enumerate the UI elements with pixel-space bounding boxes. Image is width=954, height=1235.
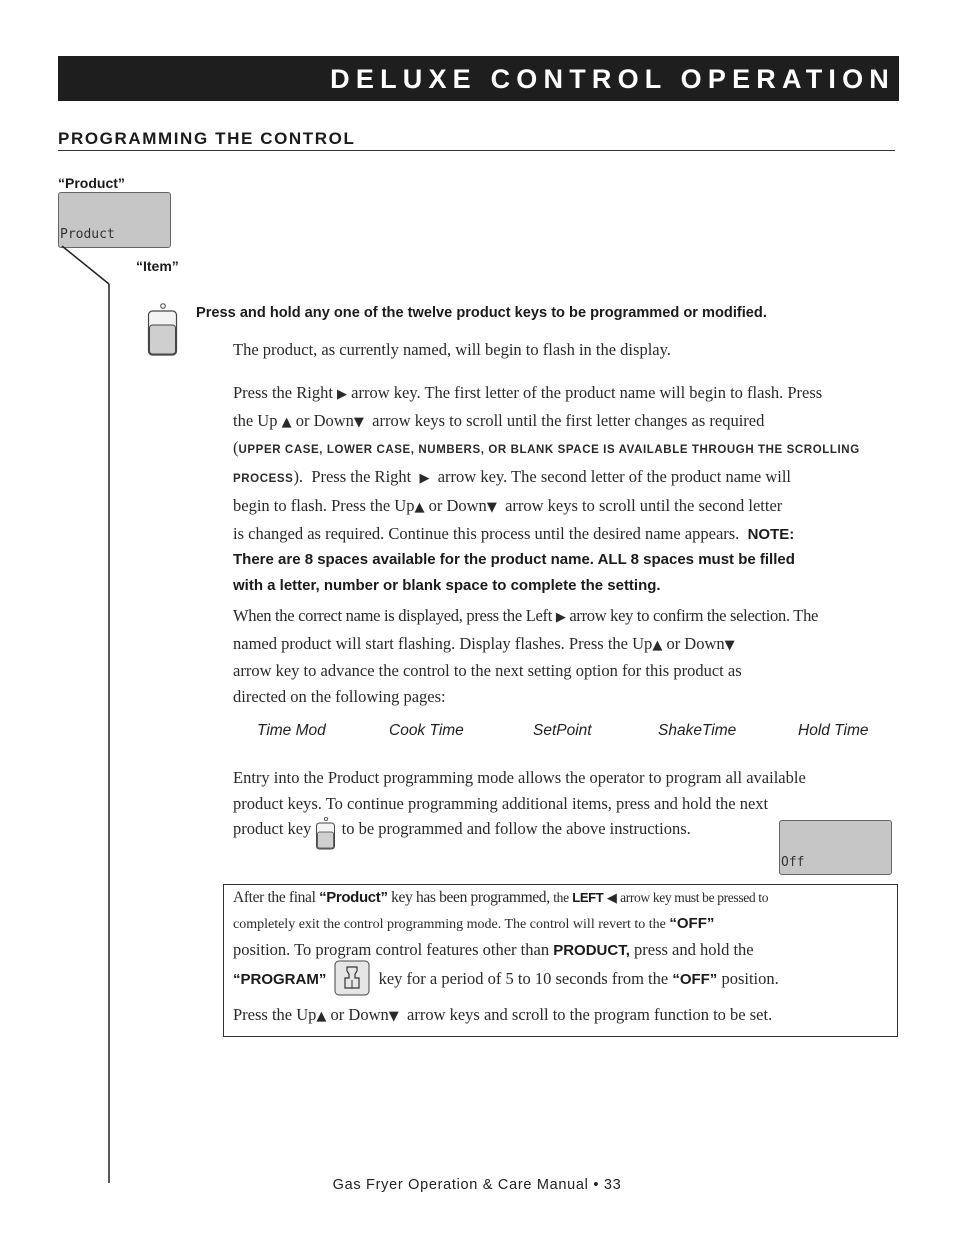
down-arrow-icon: ▼ (724, 637, 735, 653)
down-arrow-icon: ▼ (486, 499, 497, 515)
off-display-text: Off (781, 855, 805, 870)
paragraph-confirm-name: When the correct name is displayed, press the Left ▶ arrow key to confirm the selection. The named product will start flashing. Display flashes. Press the Up▲ or Down▼ arrow key to advance the control to the next setting option for this product as directed on the following pages: (233, 606, 819, 707)
paragraph-name-entry: Press the Right ▶ arrow key. The first letter of the product name will begin to flash. Press the Up ▲ or Down▼ arrow keys to scroll until the first letter changes as required (UPPER CASE, LOWER CASE, NUMBERS, OR BLANK SPACE IS AVAILABLE THROUGH THE SCROLLING PROCESS). Press the Right ▶ arrow key. The second letter of the product name will begin to flash. Press the Up▲ or Down▼ arrow keys to scroll until the second letter is changed as required. Continue this process until the desired name appears. NOTE: There are 8 spaces available for the product name. ALL 8 spaces must be filled with a letter, number or blank space to complete the setting. (233, 380, 897, 599)
note-label: NOTE: (747, 525, 795, 543)
left-arrow-icon: ◀ (606, 891, 617, 906)
section-title: PROGRAMMING THE CONTROL (58, 129, 356, 148)
paragraph-additional-items: Entry into the Product programming mode allows the operator to program all available product keys. To continue programming additional items, press and hold the next product key to be programmed and follow the above instructions. (233, 765, 897, 850)
paragraph-product-flash: The product, as currently named, will begin to flash in the display. (233, 340, 671, 359)
product-display-text: Product (60, 227, 115, 242)
product-key-icon (147, 302, 179, 358)
right-arrow-icon: ▶ (419, 471, 430, 487)
down-arrow-icon: ▼ (353, 414, 364, 430)
option-setpoint: SetPoint (533, 722, 592, 739)
instruction-text: Press and hold any one of the twelve product keys to be programmed or modified. (196, 305, 767, 321)
note-text: with a letter, number or blank space to complete the setting. (233, 576, 661, 594)
item-label: “Item” (136, 258, 179, 274)
product-key-icon (315, 816, 337, 850)
up-arrow-icon: ▲ (281, 414, 292, 430)
note-text: There are 8 spaces available for the product name. ALL 8 spaces must be filled (233, 551, 795, 569)
option-time-mod: Time Mod (257, 722, 326, 739)
page-footer: Gas Fryer Operation & Care Manual • 33 (332, 1177, 622, 1193)
up-arrow-icon: ▲ (652, 637, 663, 653)
option-cook-time: Cook Time (389, 722, 464, 739)
down-arrow-icon: ▼ (388, 1009, 399, 1024)
up-arrow-icon: ▲ (414, 499, 425, 515)
up-arrow-icon: ▲ (316, 1009, 327, 1024)
exit-instructions-box: After the final “Product” key has been programmed, the LEFT ◀ arrow key must be pressed to completely exit the control programming mode. The control will revert to the “OFF” position. To program control features other than PRODUCT, press and hold the “PROGRAM” key for a period of 5 to 10 seconds from the “OFF” position. Press the Up▲ or Down▼ arrow keys and scroll to the program function to be set. (223, 884, 898, 1037)
right-arrow-icon: ▶ (337, 387, 348, 402)
page-header-title: DELUXE CONTROL OPERATION (330, 64, 895, 94)
option-hold-time: Hold Time (798, 722, 869, 739)
right-arrow-icon: ▶ (555, 610, 566, 625)
product-label: “Product” (58, 175, 125, 191)
program-key-icon (334, 960, 370, 996)
option-shaketime: ShakeTime (658, 722, 737, 739)
off-display (779, 820, 892, 875)
